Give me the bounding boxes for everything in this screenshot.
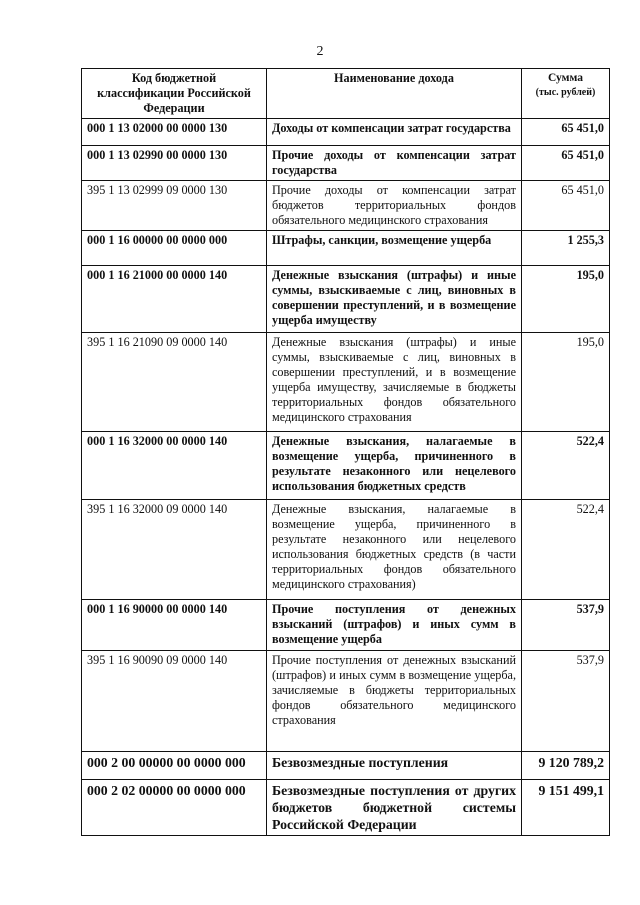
header-code: Код бюджетной классификации Российской Федерации bbox=[82, 69, 267, 119]
row-name: Прочие поступления от денежных взысканий (штрафов) и иных сумм в возмещение ущерба bbox=[267, 600, 522, 651]
row-sum: 9 151 499,1 bbox=[522, 780, 610, 836]
row-code: 395 1 16 90090 09 0000 140 bbox=[82, 651, 267, 752]
table-row bbox=[82, 119, 610, 146]
row-code: 395 1 16 21090 09 0000 140 bbox=[82, 333, 267, 432]
row-name: Безвозмездные поступления bbox=[267, 752, 522, 780]
table-row bbox=[82, 146, 610, 181]
table-row bbox=[82, 600, 610, 651]
row-name: Прочие поступления от денежных взысканий (штрафов) и иных сумм в возмещение ущерба, зачисляемые в бюджеты территориальных фондов обязательного медицинского страхования bbox=[267, 651, 522, 752]
table-row bbox=[82, 752, 610, 780]
table-row bbox=[82, 651, 610, 752]
table-row bbox=[82, 780, 610, 836]
row-name: Доходы от компенсации затрат государства bbox=[267, 119, 522, 146]
row-sum: 9 120 789,2 bbox=[522, 752, 610, 780]
row-code: 395 1 16 32000 09 0000 140 bbox=[82, 500, 267, 600]
table-header-row bbox=[82, 69, 610, 119]
revenue-table bbox=[81, 68, 610, 836]
row-sum: 1 255,3 bbox=[522, 231, 610, 266]
row-name: Денежные взыскания, налагаемые в возмещение ущерба, причиненного в результате незаконного или нецелевого использования бюджетных средств bbox=[267, 432, 522, 500]
page-number: 2 bbox=[316, 44, 324, 59]
row-code: 000 1 16 21000 00 0000 140 bbox=[82, 266, 267, 333]
table-body bbox=[82, 119, 610, 836]
table-row bbox=[82, 231, 610, 266]
row-sum: 195,0 bbox=[522, 333, 610, 432]
row-sum: 65 451,0 bbox=[522, 181, 610, 231]
row-sum: 65 451,0 bbox=[522, 146, 610, 181]
row-name: Штрафы, санкции, возмещение ущерба bbox=[267, 231, 522, 266]
table-row bbox=[82, 333, 610, 432]
row-name: Прочие доходы от компенсации затрат бюджетов территориальных фондов обязательного медицинского страхования bbox=[267, 181, 522, 231]
table-row bbox=[82, 500, 610, 600]
row-name: Денежные взыскания (штрафы) и иные суммы, взыскиваемые с лиц, виновных в совершении преступлений, и в возмещение ущерба имуществу, зачисляемые в бюджеты территориальных фондов обязательного медицинского страхования bbox=[267, 333, 522, 432]
row-name: Денежные взыскания (штрафы) и иные суммы, взыскиваемые с лиц, виновных в совершении преступлений, и в возмещение ущерба имуществу bbox=[267, 266, 522, 333]
row-sum: 65 451,0 bbox=[522, 119, 610, 146]
table-row bbox=[82, 432, 610, 500]
row-name: Прочие доходы от компенсации затрат государства bbox=[267, 146, 522, 181]
row-code: 000 2 02 00000 00 0000 000 bbox=[82, 780, 267, 836]
header-name: Наименование дохода bbox=[267, 69, 522, 119]
row-code: 000 1 16 32000 00 0000 140 bbox=[82, 432, 267, 500]
row-sum: 522,4 bbox=[522, 432, 610, 500]
row-name: Денежные взыскания, налагаемые в возмещение ущерба, причиненного в результате незаконного или нецелевого использования бюджетных средств (в части территориальных фондов обязательного медицинского страхования) bbox=[267, 500, 522, 600]
table-row bbox=[82, 266, 610, 333]
table-row bbox=[82, 181, 610, 231]
header-sum bbox=[522, 69, 610, 119]
row-sum: 522,4 bbox=[522, 500, 610, 600]
row-code: 000 1 13 02000 00 0000 130 bbox=[82, 119, 267, 146]
row-code: 000 1 16 00000 00 0000 000 bbox=[82, 231, 267, 266]
row-code: 000 1 16 90000 00 0000 140 bbox=[82, 600, 267, 651]
row-code: 395 1 13 02999 09 0000 130 bbox=[82, 181, 267, 231]
row-sum: 537,9 bbox=[522, 651, 610, 752]
row-code: 000 2 00 00000 00 0000 000 bbox=[82, 752, 267, 780]
row-name: Безвозмездные поступления от других бюджетов бюджетной системы Российской Федерации bbox=[267, 780, 522, 836]
row-sum: 195,0 bbox=[522, 266, 610, 333]
header-sum-label: Сумма bbox=[548, 72, 583, 84]
row-sum: 537,9 bbox=[522, 600, 610, 651]
header-sum-unit: (тыс. рублей) bbox=[535, 87, 596, 98]
row-code: 000 1 13 02990 00 0000 130 bbox=[82, 146, 267, 181]
